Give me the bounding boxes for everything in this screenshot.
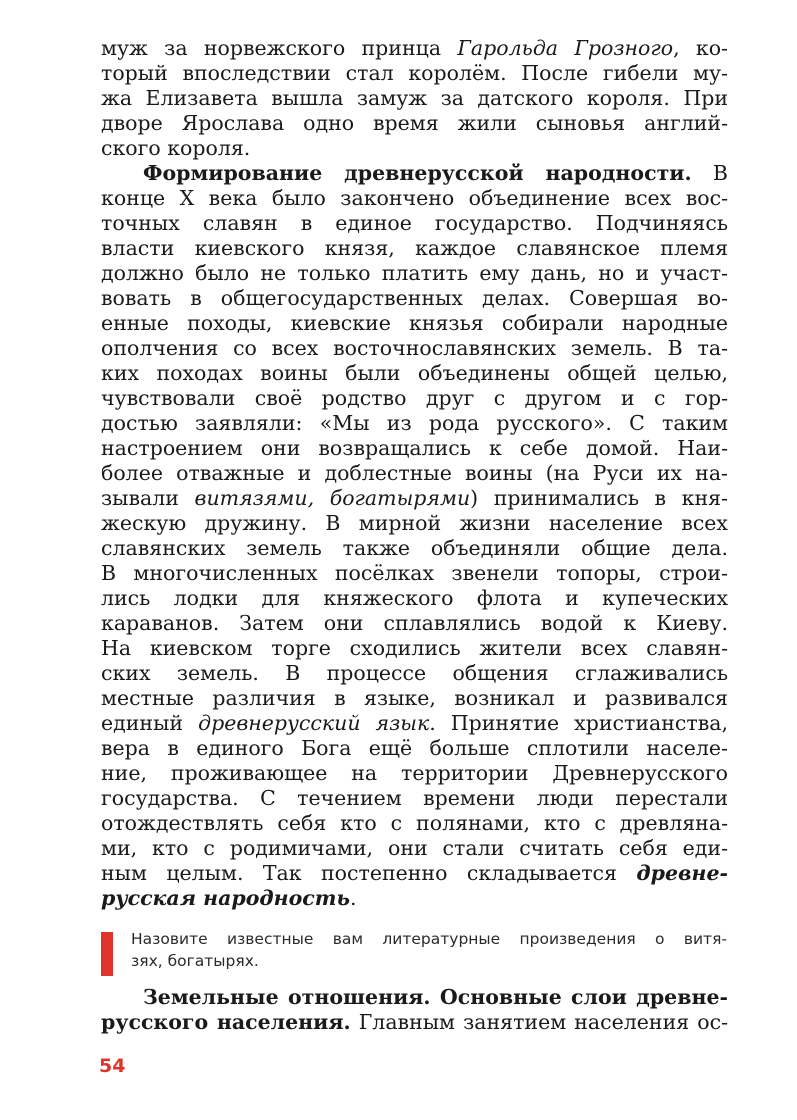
section-heading-line [101, 161, 728, 186]
task-line: Назовите известные вам литературные произведения о витя- [131, 930, 727, 948]
text-line: славянских земель также объединяли общие дела. [101, 536, 728, 560]
text-line: ополчения со всех восточнославянских земель. В та- [101, 336, 728, 360]
text-line: отождествлять себя кто с полянами, кто с древляна- [101, 811, 728, 835]
text-line: должно было не только платить ему дань, но и участ- [101, 261, 728, 285]
text-line: местные различия в языке, возникал и развивался [101, 686, 728, 710]
text-line: вера в единого Бога ещё больше сплотили населе- [101, 736, 728, 760]
text-line: более отважные и доблестные воины (на Руси их на- [101, 461, 728, 485]
text-line: государства. С течением времени люди перестали [101, 786, 728, 810]
text-line: настроением они возвращались к себе домой. Наи- [101, 436, 728, 460]
task-marker-bar [101, 932, 113, 976]
text-line: В многочисленных посёлках звенели топоры, строи- [101, 561, 728, 585]
text-fragment: муж за норвежского принца [101, 36, 458, 60]
text-fragment: , ко- [673, 36, 728, 60]
task-text [131, 928, 727, 972]
italic-term: Гарольда Грозного [457, 36, 674, 60]
text-line [101, 886, 728, 911]
text-line: достью заявляли: «Мы из рода русского». С таким [101, 411, 728, 435]
text-fragment: . [349, 886, 357, 910]
section-heading: Формирование древнерусской народности. [143, 161, 692, 185]
text-line: ского короля. [101, 136, 251, 160]
text-line: ми, кто с родимичами, они стали считать себя еди- [101, 836, 728, 860]
text-line: ких походах воины были объединены общей целью, [101, 361, 728, 385]
text-line [101, 861, 728, 886]
italic-term: витязями [194, 486, 308, 510]
next-section [101, 985, 728, 1035]
text-line: вовать в общегосударственных делах. Совершая во- [101, 286, 728, 310]
text-line [101, 486, 728, 511]
text-line [101, 36, 728, 61]
section-heading: Земельные отношения. Основные слои древне- [143, 985, 728, 1009]
italic-term: , [307, 486, 330, 510]
key-term: русская народность [101, 886, 350, 910]
text-line: жа Елизавета вышла замуж за датского короля. При [101, 86, 728, 110]
text-line: ских земель. В процессе общения сглаживались [101, 661, 728, 685]
text-line: чувствовали своё родство друг с другом и с гор- [101, 386, 728, 410]
text-fragment: Главным занятием населения ос- [350, 1010, 728, 1034]
text-line: торый впоследствии стал королём. После гибели му- [101, 61, 728, 85]
text-line: жескую дружину. В мирной жизни население всех [101, 511, 728, 535]
task-box [101, 928, 728, 974]
text-line: ние, проживающее на территории Древнерусского [101, 761, 728, 785]
text-line: караванов. Затем они сплавлялись водой к Киеву. [101, 611, 728, 635]
text-fragment: В [691, 161, 728, 185]
text-line: енные походы, киевские князья собирали народные [101, 311, 728, 335]
main-text-column [101, 36, 728, 911]
text-line: конце X века было закончено объединение всех вос- [101, 186, 728, 210]
text-fragment: единый [101, 711, 199, 735]
text-fragment: . Принятие христианства, [429, 711, 728, 735]
section-heading: русского населения. [101, 1010, 351, 1034]
task-line: зях, богатырях. [131, 952, 259, 970]
italic-term: древнерусский язык [198, 711, 430, 735]
text-line: точных славян в единое государство. Подчиняясь [101, 211, 728, 235]
section-heading-line [101, 985, 728, 1010]
italic-term: богатырями [329, 486, 471, 510]
text-line: дворе Ярослава одно время жили сыновья англий- [101, 111, 728, 135]
text-fragment: ным целым. Так постепенно складывается [101, 861, 637, 885]
text-fragment: зывали [101, 486, 195, 510]
text-line: власти киевского князя, каждое славянское племя [101, 236, 728, 260]
section-heading-line [101, 1010, 728, 1035]
text-line [101, 711, 728, 736]
page-number: 54 [99, 1055, 126, 1077]
text-fragment: ) принимались в кня- [470, 486, 728, 510]
key-term: древне- [636, 861, 728, 885]
text-line: На киевском торге сходились жители всех славян- [101, 636, 728, 660]
text-line: лись лодки для княжеского флота и купеческих [101, 586, 728, 610]
